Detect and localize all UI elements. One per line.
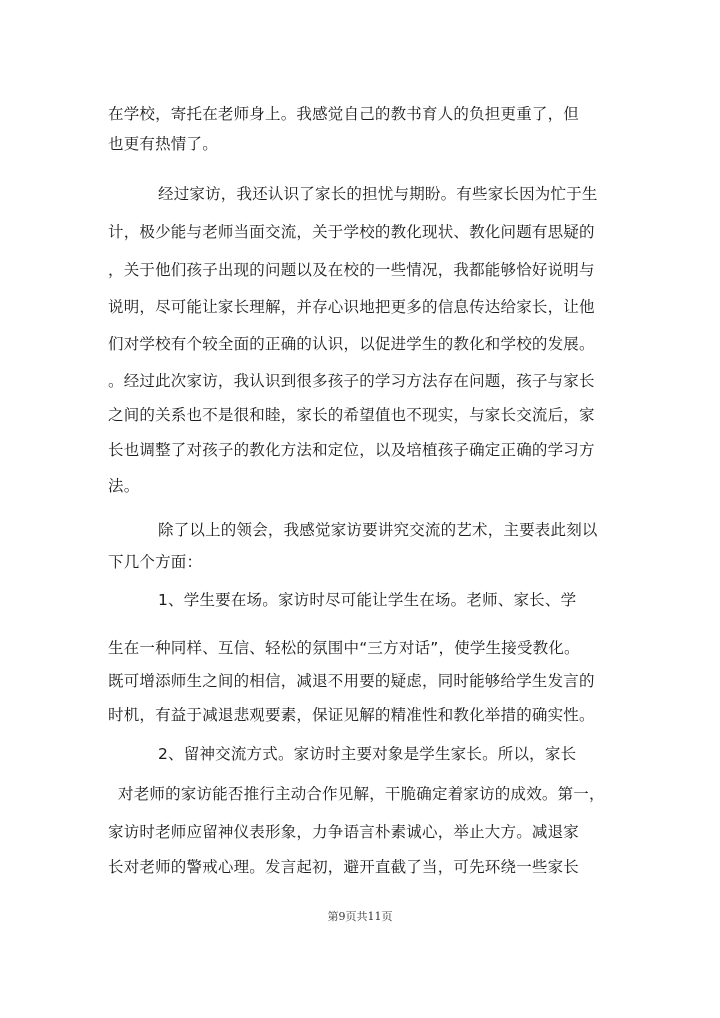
text-line: 既可增添师生之间的相信，减退不用要的疑虑，同时能够给学生发言的 <box>108 672 595 690</box>
text-line: 生在一种同样、互信、轻松的氛围中“三方对话”，使学生接受教化。 <box>108 639 580 657</box>
list-item-line: 2、留神交流方式。家访时主要对象是学生家长。所以，家长 <box>158 745 577 763</box>
text-line: 也更有热情了。 <box>108 135 218 153</box>
page-number-footer: 第9页共11页 <box>327 910 393 923</box>
text-line: 长也调整了对孩子的教化方法和定位，以及培植孩子确定正确的学习方 <box>108 441 595 459</box>
text-line: ，关于他们孩子出现的问题以及在校的一些情况，我都能够恰好说明与 <box>108 261 595 279</box>
text-line: 。经过此次家访，我认识到很多孩子的学习方法存在问题，孩子与家长 <box>108 372 595 390</box>
paragraph-start-line: 经过家访，我还认识了家长的担忧与期盼。有些家长因为忙于生 <box>158 185 598 203</box>
text-line: 之间的关系也不是很和睦，家长的希望值也不现实，与家长交流后，家 <box>108 406 595 424</box>
text-line: 法。 <box>108 477 140 495</box>
paragraph-start-line: 除了以上的领会，我感觉家访要讲究交流的艺术，主要表此刻以 <box>158 521 598 539</box>
list-item-line: 1、学生要在场。家访时尽可能让学生在场。老师、家长、学 <box>158 591 577 609</box>
text-line: 说明，尽可能让家长理解，并存心识地把更多的信息传达给家长，让他 <box>108 298 595 316</box>
text-line: 在学校，寄托在老师身上。我感觉自己的教书育人的负担更重了，但 <box>108 105 580 123</box>
text-line: 长对老师的警戒心理。发言起初，避开直截了当，可先环绕一些家长 <box>108 858 580 876</box>
text-line: 家访时老师应留神仪表形象，力争语言朴素诚心，举止大方。减退家 <box>108 823 580 841</box>
text-line: 计，极少能与老师当面交流，关于学校的教化现状、教化问题有思疑的 <box>108 223 595 241</box>
text-line: 下几个方面： <box>108 553 203 571</box>
text-line: 时机，有益于减退悲观要素，保证见解的精准性和教化举措的确实性。 <box>108 706 595 724</box>
text-line: 对老师的家访能否推行主动合作见解，干脆确定着家访的成效。第一， <box>118 785 605 803</box>
text-line: 们对学校有个较全面的正确的认识，以促进学生的教化和学校的发展。 <box>108 335 595 353</box>
